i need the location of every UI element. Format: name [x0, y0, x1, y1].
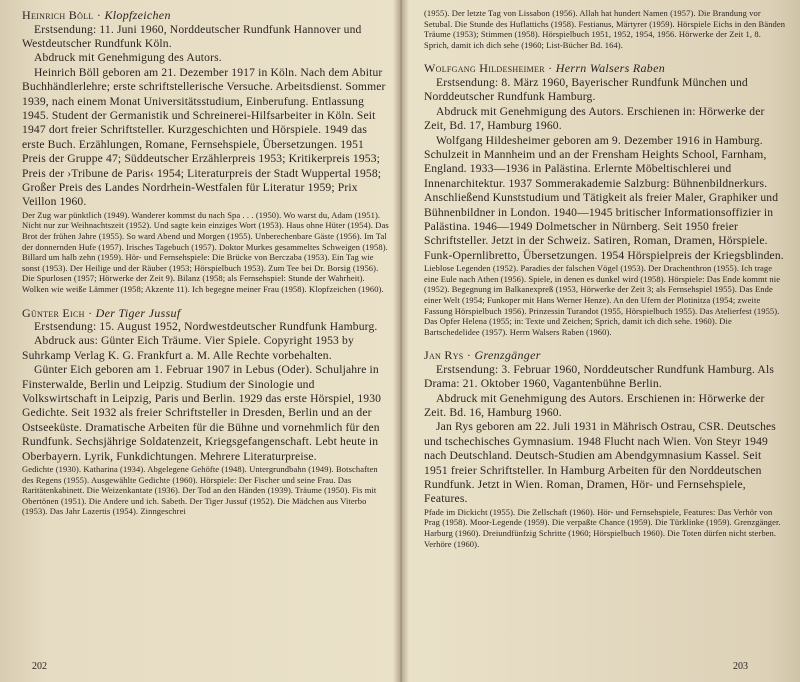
author-biography: Jan Rys geboren am 22. Juli 1931 in Mährisch Ostrau, CSR. Deutsches und tschechisches Gymnasium. 1948 Flucht nach Wien. Von Steyr 1949 nach Deutschland. Deutsch-Studien am Abendgymnasium Kassel. Seit 1951 freier Schriftsteller. In Hamburg Arbeiten für den Norddeutschen Rundfunk. Jetzt in Wien. Roman, Dramen, Hör- und Fernsehspiele, Features. [424, 420, 776, 506]
page-number-left: 202 [32, 661, 47, 672]
broadcast-info: Erstsendung: 11. Juni 1960, Norddeutscher Rundfunk Hannover und Westdeutscher Rundfunk Köln. [22, 22, 362, 50]
entry-rys [424, 348, 788, 549]
page-number-right: 203 [733, 661, 748, 672]
work-title: Der Tiger Jussuf [95, 305, 181, 320]
author-biography: Wolfgang Hildesheimer geboren am 9. Dezember 1916 in Hamburg. Schulzeit in Mannheim und an der Frensham Heights School, Farnham, England. 1933—1936 in Palästina. Erlernte Möbeltischlerei und Innenarchitektur. 1937 Sommerakademie Salzburg: Bühnenbildnerkurs. Anschließend Kunststudium und Tätigkeit als freier Maler, Graphiker und Bühnenbildner in London. 1940—1945 britischer Informationsoffizier in Palästina. 1946—1949 Dolmetscher in Nürnberg. Seit 1950 freier Schriftsteller. Jetzt in der Schweiz. Satiren, Roman, Dramen, Hörspiele. Funk-Opernlibretto, Übersetzungen. 1954 Hörspielpreis der Kriegsblinden. [424, 133, 784, 262]
works-list: Pfade im Dickicht (1955). Die Zellschaft (1960). Hör- und Fernsehspiele, Features: Das Verhör von Prag (1958). Moor-Legende (1959). Die verpaßte Chance (1959). Die Türklinke (1959). Grenzgänger. Harburg (1960). Dreiundfünfzig Schritte (1960; Hörspielbuch 1960). Die Toten dürfen nicht sterben. Verhöre (1960). [424, 506, 781, 549]
work-title: Grenzgänger [474, 348, 541, 363]
broadcast-info: Erstsendung: 8. März 1960, Bayerischer Rundfunk München und Norddeutscher Rundfunk Hamburg. [424, 75, 748, 104]
permission-note: Abdruck mit Genehmigung des Autors. [34, 51, 222, 65]
broadcast-info: Erstsendung: 15. August 1952, Nordwestdeutscher Rundfunk Hamburg. [34, 320, 378, 334]
separator-dot: · [88, 305, 96, 320]
author-name: Wolfgang Hildesheimer [424, 61, 545, 76]
author-biography: Günter Eich geboren am 1. Februar 1907 in Lebus (Oder). Schuljahre in Finsterwalde, Berlin und Leipzig. Studium der Sinologie und Volkswirtschaft in Leipzig, Paris und Berlin. 1929 das erste Hörspiel, 1930 Gedichte. Seit 1932 als freier Schriftsteller in Dresden, Berlin und an der Ostseeküste. Dramatische Arbeiten für die Bühne und vornehmlich für den Rundfunk. Sechsjährige Soldatenzeit, Kriegsgefangenschaft. Lebt heute in Oberbayern. Lyrik, Funkdichtungen. Mehrere Literaturpreise. [22, 363, 382, 463]
continuation-eich-works [424, 8, 788, 50]
work-title: Herrn Walsers Raben [555, 61, 666, 76]
work-title: Klopfzeichen [104, 8, 171, 22]
book-gutter [393, 0, 409, 682]
works-list: Gedichte (1930). Katharina (1934). Abgelegene Gehöfte (1948). Untergrundbahn (1949). Botschaften des Regens (1955). Ausgewählte Gedichte (1960). Hörspiele: Der Fischer und seine Frau. Das Raritätenkabinett. Die Weizenkantate (1936). Der Tod an den Händen (1939). Träume (1950). Fis mit Obertönen (1951). Die Andere und ich. Sabeth. Der Tiger Jussuf (1952). Die Mädchen aus Viterbo (1953). Das Jahr Lazertis (1954). Zinngeschrei [22, 464, 378, 517]
permission-note: Abdruck aus: Günter Eich Träume. Vier Spiele. Copyright 1953 by Suhrkamp Verlag K. G. Frankfurt a. M. Alle Rechte vorbehalten. [22, 334, 354, 362]
entry-heading [22, 8, 390, 23]
author-name: Günter Eich [22, 305, 85, 320]
entry-heading [22, 306, 390, 321]
works-list: Der Zug war pünktlich (1949). Wanderer kommst du nach Spa . . . (1950). Wo warst du, Adam (1951). Nicht nur zur Weihnachtszeit (1952). Und sagte kein einziges Wort (1953). Haus ohne Hüter (1954). Das Brot der frühen Jahre (1955). So ward Abend und Morgen (1955). Unberechenbare Gäste (1956). Im Tal der donnernden Hufe (1957). Irisches Tagebuch (1957). Doktor Murkes gesammeltes Schweigen (1958). Billard um halb zehn (1959). Hör- und Fernsehspiele: Die Brücke von Berczaba (1953). Ein Tag wie sonst (1953). Der Heilige und der Räuber (1953; Hörspielbuch 1953). Zum Tee bei Dr. Borsig (1956). Die Spurlosen (1957; Hörwerke der Zeit 9). Bilanz (1958; als Fernsehspiel: Stunde der Wahrheit). Wolken wie weiße Lämmer (1958; Akzente 11). Ich begegne meiner Frau (1958). Klopfzeichen (1960). [22, 209, 389, 294]
author-name: Jan Rys [424, 348, 464, 363]
right-page [424, 8, 788, 560]
entry-hildesheimer [424, 61, 788, 337]
entry-heading [424, 61, 788, 76]
entry-heading [424, 348, 788, 363]
permission-note: Abdruck mit Genehmigung des Autors. Erschienen in: Hörwerke der Zeit, Bd. 17, Hamburg 1960. [424, 104, 765, 133]
works-list: Lieblose Legenden (1952). Paradies der falschen Vögel (1953). Der Drachenthron (1955). Ich trage eine Eule nach Athen (1956). Spiele, in denen es dunkel wird (1958). Hörspiele: Das Ende kommt nie (1952). Begegnung im Balkanexpreß (1953, Hörwerke der Zeit 3; als Fernsehspiel 1955). Das Ende einer Welt (1954; Funkoper mit Hans Werner Henze). An den Ufern der Plotinitza (1954; zweite Fassung Hörspielbuch 1956). Prinzessin Turandot (1955, Hörspielbuch 1955). Das Atelierfest (1955). Das Opfer Helena (1955; in: Texte und Zeichen; Sprich, damit ich dich sehe. 1960). Die Bartschedelidee (1957). Herrn Walsers Raben (1960). [424, 263, 781, 337]
broadcast-info: Erstsendung: 3. Februar 1960, Norddeutscher Rundfunk Hamburg. Als Drama: 21. Oktober 1960, Vagantenbühne Berlin. [424, 362, 774, 391]
author-biography: Heinrich Böll geboren am 21. Dezember 1917 in Köln. Nach dem Abitur Buchhändlerlehre; erste schriftstellerische Versuche. Arbeitsdienst. Sommer 1939, nach einem Monat Universitätsstudium, Einberufung. Entlassung 1945. Student der Germanistik und Schreinerei-Hilfsarbeiter in Köln. Seit 1947 dort freier Schriftsteller. Kurzgeschichten und Hörspiele. 1949 das erste Buch. Erzählungen, Romane, Fernsehspiele, Übersetzungen. 1951 Preis der Gruppe 47; Süddeutscher Erzählerpreis 1953; Kritikerpreis 1953; Preis der ›Tribune de Paris‹ 1954; Literaturpreis der Stadt Wuppertal 1958; Großer Preis des Landes Nordrhein-Westfalen für Literatur 1959; Prix Veillon 1960. [22, 65, 386, 209]
separator-dot: · [96, 8, 105, 22]
works-list-continued: (1955). Der letzte Tag von Lissabon (1956). Allah hat hundert Namen (1957). Die Brandung vor Setubal. Die Stunde des Huflattichs (1958). Festianus, Märtyrer (1959). Hörspiele Eichs in den Bänden Träume (1953); Stimmen (1958). Hörspielbuch 1951, 1952, 1954, 1956. Hörwerke der Zeit 1, 8. Sprich, damit ich dich sehe (1960; List-Bücher Bd. 164). [424, 8, 786, 50]
permission-note: Abdruck mit Genehmigung des Autors. Erschienen in: Hörwerke der Zeit. Bd. 16, Hamburg 1960. [424, 391, 765, 420]
author-name: Heinrich Böll [22, 8, 94, 22]
separator-dot: · [548, 61, 556, 76]
entry-boell [22, 8, 390, 295]
entry-eich [22, 306, 390, 518]
left-page [22, 8, 390, 528]
separator-dot: · [466, 348, 475, 363]
